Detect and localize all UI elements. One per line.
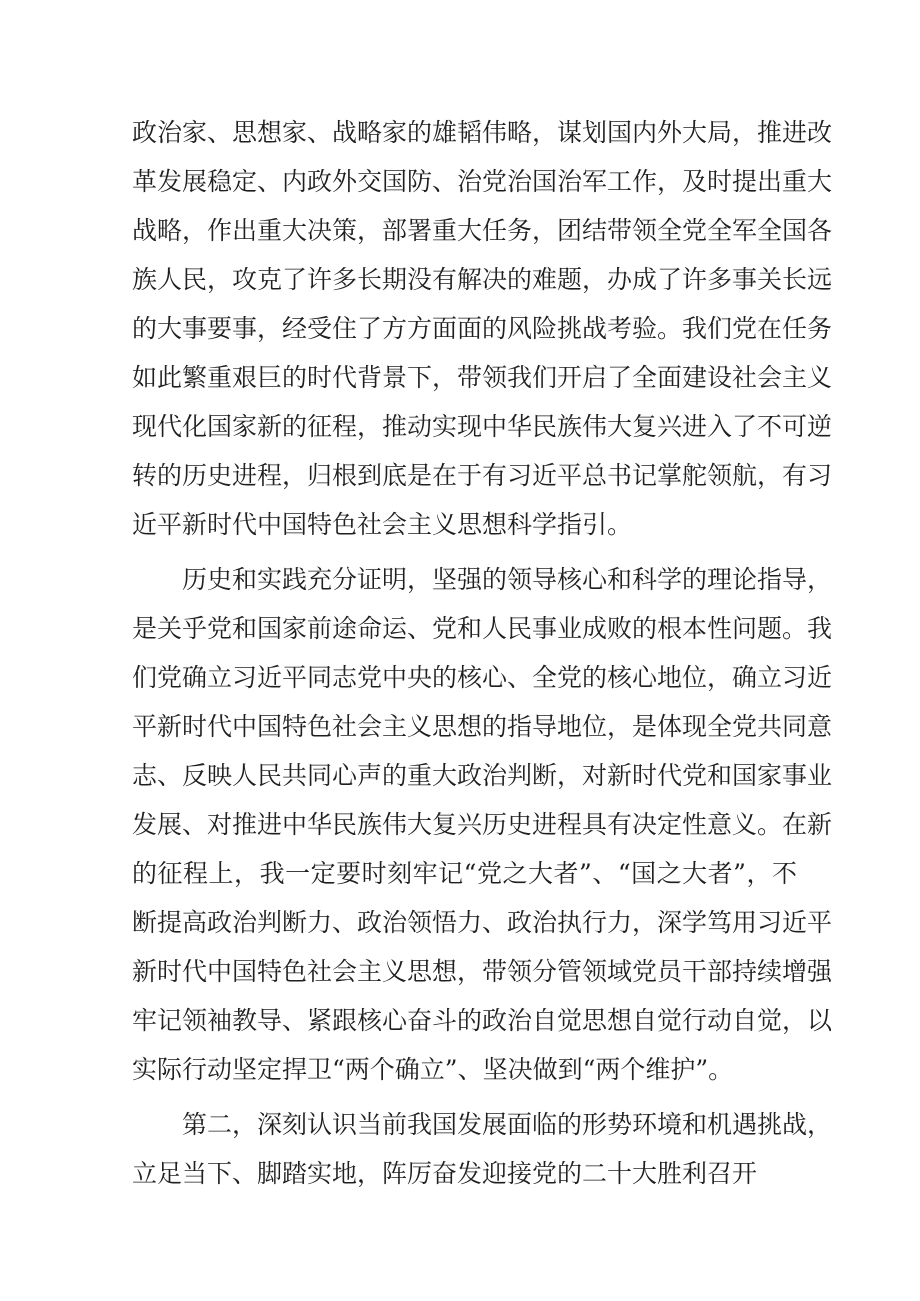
paragraph-line: 现代化国家新的征程，推动实现中华民族伟大复兴进入了不可逆 xyxy=(132,412,833,441)
paragraph-line: 转的历史进程，归根到底是在于有习近平总书记掌舵领航，有习 xyxy=(132,461,833,490)
paragraph-line: 立足当下、脚踏实地，阵厉奋发迎接党的二十大胜利召开 xyxy=(132,1159,758,1188)
paragraph-line: 牢记领袖教导、紧跟核心奋斗的政治自觉思想自觉行动自觉，以 xyxy=(132,1006,833,1035)
paragraph-line: 族人民，攻克了许多长期没有解决的难题，办成了许多事关长远 xyxy=(132,265,833,294)
paragraph-last-line: 近平新时代中国特色社会主义思想科学指引。 xyxy=(132,510,633,539)
paragraph-line: 政治家、思想家、战略家的雄韬伟略，谋划国内外大局，推进改 xyxy=(132,118,833,147)
paragraph-line: 志、反映人民共同心声的重大政治判断，对新时代党和国家事业 xyxy=(132,761,833,790)
paragraph-3 xyxy=(132,1100,833,1198)
paragraph-line: 平新时代中国特色社会主义思想的指导地位，是体现全党共同意 xyxy=(132,712,833,741)
paragraph-line: 新时代中国特色社会主义思想，带领分管领域党员干部持续增强 xyxy=(132,957,833,986)
paragraph-2 xyxy=(132,555,833,1094)
paragraph-line: 如此繁重艰巨的时代背景下，带领我们开启了全面建设社会主义 xyxy=(132,363,833,392)
paragraph-1 xyxy=(132,108,833,549)
paragraph-line: 发展、对推进中华民族伟大复兴历史进程具有决定性意义。在新 xyxy=(132,810,833,839)
paragraph-line: 是关乎党和国家前途命运、党和人民事业成败的根本性问题。我 xyxy=(132,614,833,643)
paragraph-line: 们党确立习近平同志党中央的核心、全党的核心地位，确立习近 xyxy=(132,663,833,692)
paragraph-line: 革发展稳定、内政外交国防、治党治国治军工作，及时提出重大 xyxy=(132,167,833,196)
paragraph-first-line: 第二，深刻认识当前我国发展面临的形势环境和机遇挑战， xyxy=(182,1110,833,1139)
paragraph-last-line: 实际行动坚定捍卫“两个确立”、坚决做到“两个维护”。 xyxy=(132,1055,734,1084)
paragraph-line: 战略，作出重大决策，部署重大任务，团结带领全党全军全国各 xyxy=(132,216,833,245)
paragraph-line: 断提高政治判断力、政治领悟力、政治执行力，深学笃用习近平 xyxy=(132,908,833,937)
paragraph-line: 的征程上，我一定要时刻牢记“党之大者”、“国之大者”，不 xyxy=(132,859,797,888)
paragraph-line: 的大事要事，经受住了方方面面的风险挑战考验。我们党在任务 xyxy=(132,314,833,343)
paragraph-first-line: 历史和实践充分证明，坚强的领导核心和科学的理论指导， xyxy=(182,565,833,594)
